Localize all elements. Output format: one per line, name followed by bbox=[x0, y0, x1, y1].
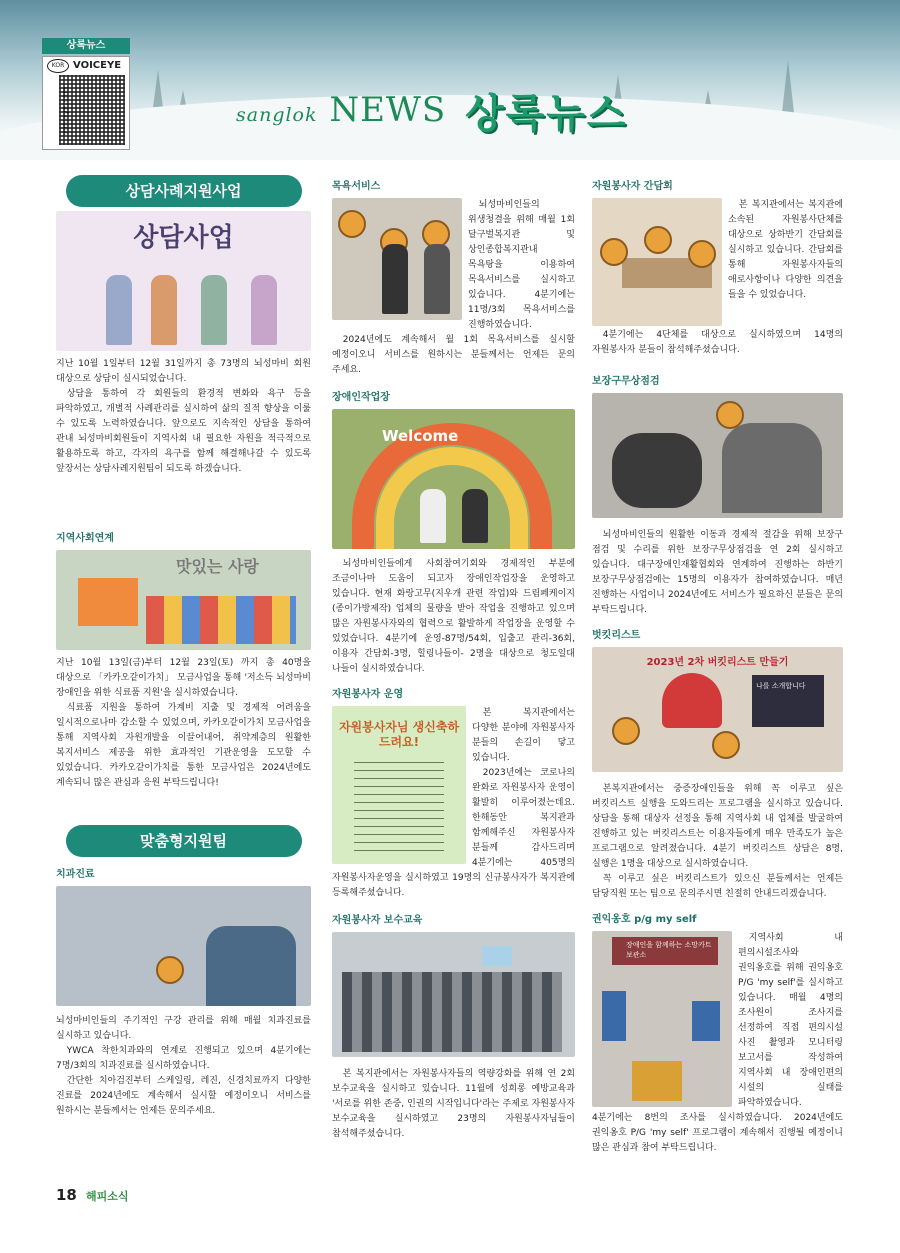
person-illustration bbox=[201, 275, 227, 345]
community-banner-text: 맛있는 사랑 bbox=[176, 557, 259, 576]
subheading-workshop: 장애인작업장 bbox=[332, 392, 390, 403]
bucket-paragraph: 본복지관에서는 중증장애인들을 위해 꼭 이루고 싶은 버킷리스트 실행을 도와드리는 프로그램을 실시하고 있습니다. 상담을 통해 대상자 선정을 통해 지역사회 내 업체를 발굴하여 진행하고 있는 버킷리스트는 이용자들에게 매우 만족도가 높은 프로그램으로 알려졌습니다. 4분기 버킷리스트 상담은 8명, 실행은 1명을 대상으로 실시하였습니다. bbox=[592, 784, 843, 869]
bucket-banner-text: 2023년 2차 버킷리스트 만들기 bbox=[646, 657, 789, 668]
subheading-bucket: 벗킷리스트 bbox=[592, 630, 641, 641]
subheading-meeting: 자원봉사자 간담회 bbox=[592, 181, 673, 192]
technician bbox=[722, 423, 822, 513]
mosaic-face bbox=[644, 226, 672, 254]
rights-paragraph: 4분기에는 8번의 조사를 실시하였습니다. 2024년에도 권익옹호 P/G 'my self' 프로그램이 계속해서 진행될 예정이니 많은 관심과 참여 부탁드립니다. bbox=[592, 1113, 843, 1153]
mosaic-face bbox=[600, 238, 628, 266]
mosaic-face bbox=[716, 401, 744, 429]
mosaic-face bbox=[338, 210, 366, 238]
subheading-rights: 권익옹호 p/g my self bbox=[592, 914, 697, 925]
bucket-screen-text: 나를 소개합니다 bbox=[756, 682, 806, 690]
community-paragraph: 지난 10월 13일(금)부터 12월 23일(토) 까지 총 40명을 대상으로 「카카오같이가치」 모금사업을 통해 '저소득 뇌성마비 장애인을 위한 식료품 지원'을 실시하였습니다. bbox=[56, 658, 311, 698]
voiceye-title: VOICEYE bbox=[73, 60, 122, 71]
column-middle bbox=[332, 175, 575, 1142]
brand-english-small: sanglok bbox=[236, 104, 318, 126]
qr-code-icon bbox=[59, 75, 125, 145]
subheading-device: 보장구무상점검 bbox=[592, 376, 660, 387]
subheading-community: 지역사회연계 bbox=[56, 533, 114, 544]
column-left bbox=[56, 175, 311, 1119]
bucket-photo bbox=[592, 647, 843, 772]
training-paragraph: 본 복지관에서는 자원봉사자들의 역량강화를 위해 연 2회 보수교육을 실시하고 있습니다. 11월에 성희롱 예방교육과 '서로를 위한 존중, 인권의 시작입니다'라는 주제로 자원봉사자 보수교육을 실시하였고 23명의 자원봉사자님들이 참석해주셨습니다. bbox=[332, 1069, 575, 1139]
kor-badge: KOR bbox=[47, 59, 69, 73]
bucket-paragraph: 꼭 이루고 싶은 버킷리스트가 있으신 분들께서는 언제든 담당직원 또는 팀으로 문의주시면 친절히 안내드리겠습니다. bbox=[592, 874, 843, 899]
mosaic-face bbox=[612, 717, 640, 745]
sign bbox=[612, 937, 718, 965]
birthday-list bbox=[354, 762, 444, 857]
community-paragraph: 식료품 지원을 통하여 가계비 지출 및 경제적 어려움을 일시적으로나마 감소할 수 있었으며, 카카오같이가치 모금사업을 통해 지역사회 자원개발을 이끌어내어, 취약계층의 원활한 복지서비스 제공을 위한 효과적인 기관운영을 도모할 수 있었습니다. 카카오같이가치를 통한 모금사업은 2024년에도 계속되니 많은 관심과 응원 부탁드립니다! bbox=[56, 703, 311, 788]
training-photo bbox=[332, 932, 575, 1057]
dental-photo bbox=[56, 886, 311, 1006]
counseling-paragraph: 지난 10월 1일부터 12월 31일까지 총 73명의 뇌성마비 회원 대상으로 상담이 실시되었습니다. bbox=[56, 359, 311, 384]
header-banner bbox=[0, 0, 900, 160]
shopping-cart bbox=[632, 1061, 682, 1101]
bath-photo bbox=[332, 198, 462, 320]
person-figure bbox=[424, 244, 450, 314]
workshop-paragraph: 뇌성마비인들에게 사회참여기회와 경제적인 부분에 조금이나마 도움이 되고자 장애인작업장을 운영하고 있습니다. 현재 화랑고무(지우개 관련 작업)와 드림페케이지(종이가방제작) 업체의 물량을 받아 작업을 진행하고 있으며 많은 자원봉사자와의 협력으로 활발하게 작업장을 운영할 수 있었습니다. 4분기에 운영-87명/54회, 입출고 관리-36회, 이용자 간담회-3명, 힐링나들이- 2명을 대상으로 청도일대 나들이 실시하였습니다. bbox=[332, 559, 575, 674]
section-tag: 상록뉴스 bbox=[42, 38, 130, 54]
person-figure bbox=[420, 489, 446, 543]
person-figure bbox=[382, 244, 408, 314]
dentist-figure bbox=[206, 926, 296, 1006]
food-items bbox=[146, 596, 296, 644]
volunteer-poster bbox=[332, 706, 466, 864]
community-photo bbox=[56, 550, 311, 650]
section-pill-counseling: 상담사례지원사업 bbox=[66, 175, 302, 207]
brand-korean: 상록뉴스 bbox=[465, 91, 628, 137]
workshop-banner-text: Welcome bbox=[382, 427, 459, 445]
person-illustration bbox=[106, 275, 132, 345]
volunteer-poster-title: 자원봉사자님 생신축하드려요! bbox=[338, 720, 460, 749]
device-paragraph: 뇌성마비인들의 원활한 이동과 경제적 절감을 위해 보장구 점검 및 수리를 위한 보장구무상점검을 연 2회 실시하고 있습니다. 대구장애인재활협회와 연계하여 진행하는 하반기 보장구무상점검에는 15명의 이용자가 참여하였습니다. 매년 진행하는 사업이니 2024년에도 서비스가 필요하신 분들은 문의 부탁드립니다. bbox=[592, 530, 843, 615]
volunteer-paragraph: 2023년에는 코로나의 완화로 자원봉사자 운영이 활발히 이루어졌는데요. 한해동안 복지관과 함께해주신 자원봉사자 분들께 감사드리며 4분기에는 405명의 자원봉사자운영을 실시하였고 19명의 신규봉사자가 복지관에 등록해주셨습니다. bbox=[332, 768, 575, 898]
footer-logo: 해피소식 bbox=[86, 1190, 129, 1203]
dental-paragraph: 뇌성마비인들의 주기적인 구강 관리를 위해 매월 치과진료를 실시하고 있습니다. bbox=[56, 1016, 311, 1041]
mosaic-face bbox=[688, 240, 716, 268]
rights-photo bbox=[592, 931, 732, 1107]
subheading-dental: 치과진료 bbox=[56, 869, 95, 880]
counseling-paragraph: 상담을 통하여 각 회원들의 환경적 변화와 욕구 등을 파악하였고, 개별적 사례관리를 실시하여 삶의 질적 향상을 이룰 수 있도록 노력하였습니다. 앞으로도 지속적인 상담을 통하여 관내 뇌성마비회원들이 지역사회 내 필요한 자원을 적극적으로 활용하도록 하고, 각자의 욕구를 함께 해결해나갈 수 있도록 앞장서는 상담사례지원팀이 되도록 하겠습니다. bbox=[56, 389, 311, 474]
meeting-photo bbox=[592, 198, 722, 326]
brand-english bbox=[236, 90, 446, 130]
mosaic-face bbox=[156, 956, 184, 984]
rights-sign-text: 장애인을 함께하는 소망카트 보관소 bbox=[626, 941, 712, 959]
volunteer-paragraph: 본 복지관에서는 다양한 분야에 자원봉사자 분들의 손길이 닿고 있습니다. bbox=[472, 708, 575, 763]
snow-hill bbox=[0, 95, 900, 160]
heart-board bbox=[662, 673, 722, 728]
kiosk bbox=[692, 1001, 720, 1041]
screen bbox=[482, 946, 512, 966]
person-illustration bbox=[251, 275, 277, 345]
rights-paragraph: 지역사회 내 편의시설조사와 권익옹호를 위해 권익옹호 P/G 'my self'를 실시하고 있습니다. 매월 4명의 조사원이 조사지를 선정하여 직접 편의시설 사진 촬영과 모니터링 보고서를 작성하여 지역사회 내 장애인편의 시설의 실태를 파악하였습니다. bbox=[738, 933, 843, 1108]
subheading-volunteer: 자원봉사자 운영 bbox=[332, 689, 404, 700]
audience-rows bbox=[342, 972, 562, 1052]
person-figure bbox=[462, 489, 488, 543]
mosaic-face bbox=[712, 731, 740, 759]
bath-paragraph: 2024년에도 계속해서 월 1회 목욕서비스를 실시할 예정이오니 서비스를 원하시는 분들께서는 언제든 문의 주세요. bbox=[332, 335, 575, 375]
counseling-banner bbox=[56, 211, 311, 351]
kiosk bbox=[602, 991, 626, 1041]
person-illustration bbox=[151, 275, 177, 345]
voiceye-code[interactable] bbox=[42, 56, 130, 150]
meeting-paragraph: 본 복지관에서는 복지관에 소속된 자원봉사단체를 대상으로 상하반기 간담회를 실시하고 있습니다. 간담회를 통해 자원봉사자들의 애로사항이나 다양한 의견을 들을 수 있었습니다. bbox=[728, 200, 843, 300]
screen bbox=[752, 675, 824, 727]
meeting-paragraph: 4분기에는 4단체를 대상으로 실시하였으며 14명의 자원봉사자 분들이 참석해주셨습니다. bbox=[592, 330, 843, 355]
subheading-training: 자원봉사자 보수교육 bbox=[332, 915, 423, 926]
subheading-bath: 목욕서비스 bbox=[332, 181, 381, 192]
workshop-photo bbox=[332, 409, 575, 549]
counseling-banner-title: 상담사업 bbox=[133, 223, 234, 253]
dental-paragraph: 간단한 치아검진부터 스케일링, 레진, 신경치료까지 다양한 진료를 2024년에도 계속해서 실시할 예정이오니 서비스를 원하시는 분들께서는 언제든 문의주세요. bbox=[56, 1076, 311, 1116]
column-right bbox=[592, 175, 843, 1156]
brand-english-main: NEWS bbox=[329, 90, 447, 130]
food-box bbox=[78, 578, 138, 626]
page-number: 18 bbox=[56, 1186, 77, 1204]
section-pill-custom-support: 맞춤형지원팀 bbox=[66, 825, 302, 857]
wheelchair bbox=[612, 433, 702, 508]
device-photo bbox=[592, 393, 843, 518]
bath-paragraph: 뇌성마비인들의 위생청결을 위해 매월 1회 달구벌복지관 및 상인종합복지관내 목욕탕을 이용하여 목욕서비스를 실시하고 있습니다. 4분기에는 11명/3회 목욕서비스를 진행하였습니다. bbox=[468, 200, 575, 330]
dental-paragraph: YWCA 착한치과와의 연계로 진행되고 있으며 4분기에는 7명/3회의 치과진료를 실시하였습니다. bbox=[56, 1046, 311, 1071]
